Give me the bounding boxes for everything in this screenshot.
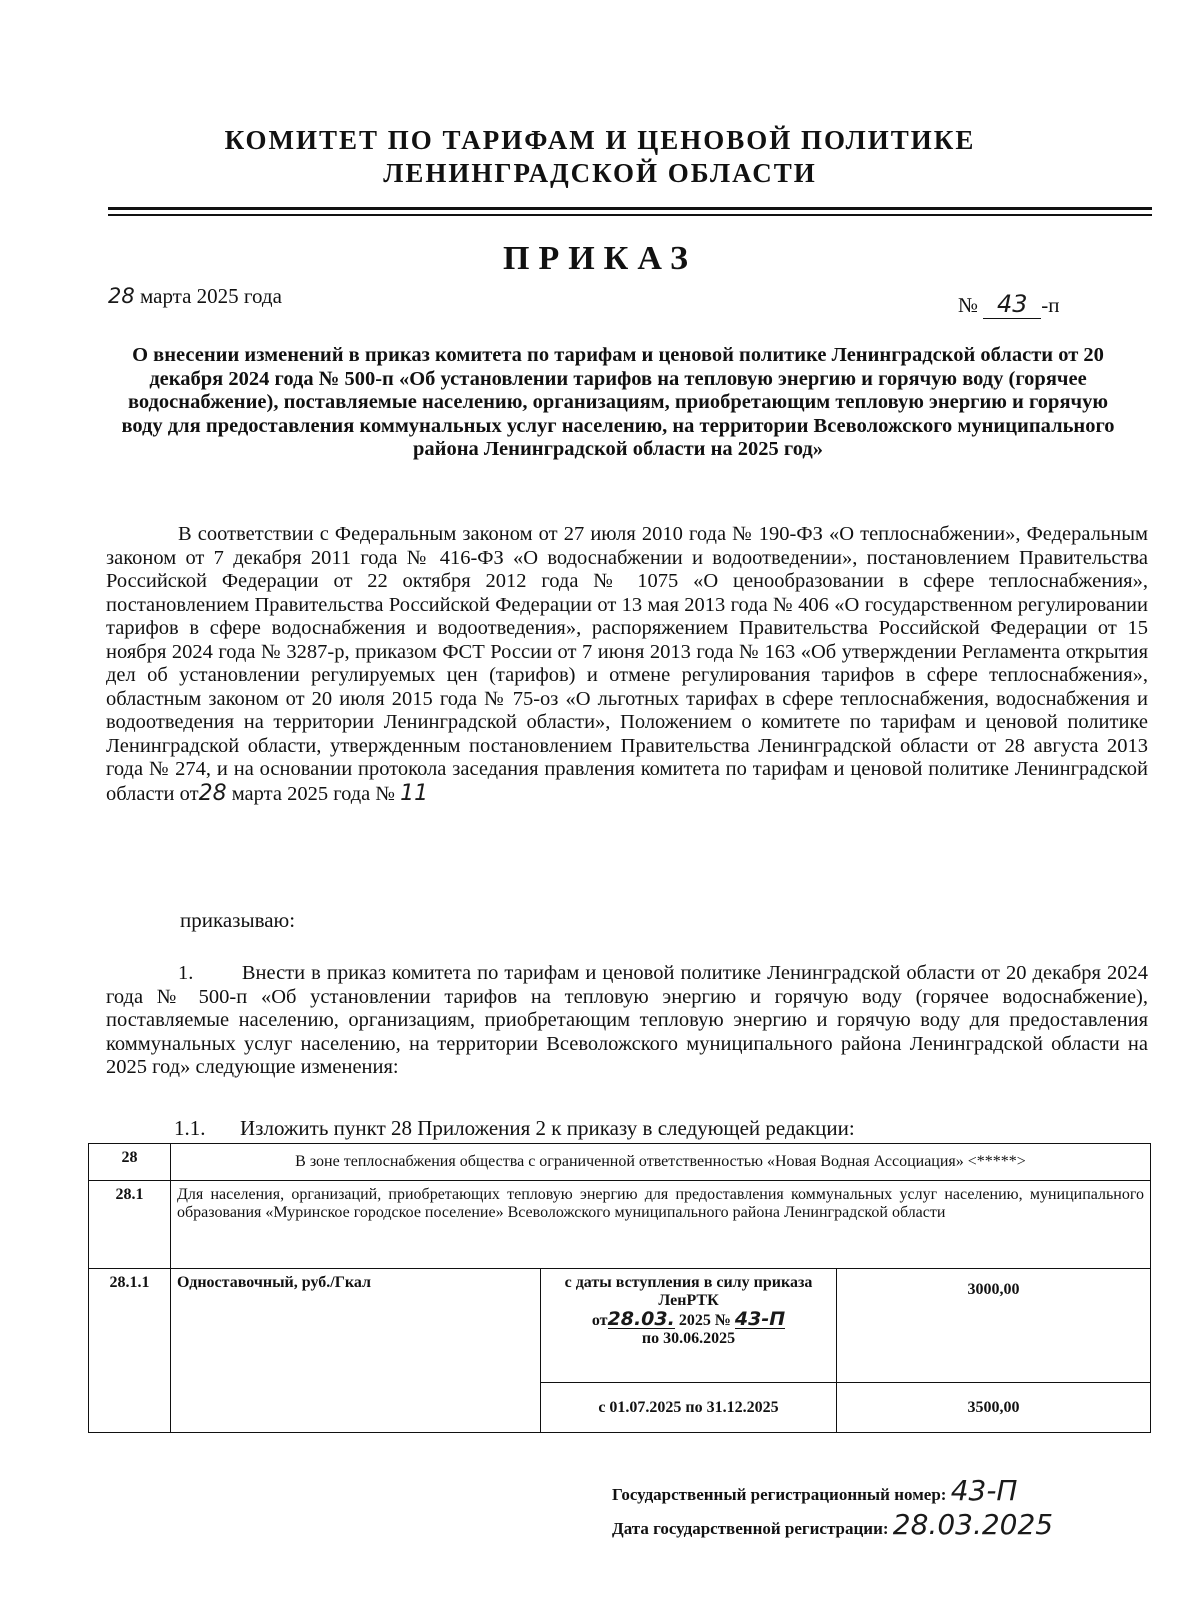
table-row [89,1269,1151,1383]
period-2: с 01.07.2025 по 31.12.2025 [541,1383,837,1433]
org-line-1: КОМИТЕТ ПО ТАРИФАМ И ЦЕНОВОЙ ПОЛИТИКЕ [224,125,976,155]
preamble-text: В соответствии с Федеральным законом от 27 июля 2010 года № 190-ФЗ «О теплоснабжении», Федеральным законом от 7 декабря 2011 года № 416-ФЗ «О водоснабжении и водоотведении», постановлением Правительства Российской Федерации от 22 октября 2012 года № 1075 «О ценообразовании в сфере теплоснабжения», постановлением Правительства Российской Федерации от 13 мая 2013 года № 406 «О государственном регулировании тарифов в сфере водоснабжения и водоотведения», распоряжением Правительства Российской Федерации от 15 ноября 2024 года № 3287-р, приказом ФСТ России от 7 июня 2013 года № 163 «Об утверждении Регламента открытия дел об установлении регулируемых цен (тарифов) и отмене регулирования тарифов в сфере теплоснабжения», областным законом от 20 июля 2015 года № 75-оз «О льготных тарифах в сфере теплоснабжения, водоснабжения и водоотведения на территории Ленинградской области», Положением о комитете по тарифам и ценовой политике Ленинградской области, утвержденным постановлением Правительства Ленинградской области от 28 августа 2013 года № 274, и на основании протокола заседания правления комитета по тарифам и ценовой политике Ленинградской области от [106,523,1148,805]
period-1-line2 [547,1310,830,1330]
item-1-1-text: Изложить пункт 28 Приложения 2 к приказу в следующей редакции: [240,1116,855,1140]
row-28-1-1-type: Одноставочный, руб./Гкал [171,1269,541,1433]
date-day-handwritten: 28 [108,284,135,308]
row-28-number: 28 [89,1144,171,1181]
table-row [89,1181,1151,1269]
date-rest: марта 2025 года [139,284,282,308]
organization-name [0,124,1200,190]
org-line-2: ЛЕНИНГРАДСКОЙ ОБЛАСТИ [383,158,817,188]
registration-number [612,1474,1018,1507]
row-28-1-number: 28.1 [89,1181,171,1269]
row-28-text: В зоне теплоснабжения общества с ограниченной ответственностью «Новая Водная Ассоциация» <*****> [171,1144,1151,1181]
period-1-from: от [591,1312,608,1329]
table-row [89,1144,1151,1181]
registration-number-label: Государственный регистрационный номер: [612,1485,947,1504]
item-1-1 [174,1116,855,1141]
registration-number-handwritten: 43-П [950,1474,1018,1507]
period-1-line1: с даты вступления в силу приказа ЛенРТК [564,1274,813,1309]
order-word: приказываю: [180,908,296,932]
row-28-1-text: Для населения, организаций, приобретающих тепловую энергию для предоставления коммунальных услуг населению, муниципального образования «Муринское городское поселение» Всеволожского муниципального района Ленинградской области [171,1181,1151,1269]
header-rule-thin [108,214,1152,216]
number-suffix: -п [1041,293,1060,317]
header-rule-thick [108,207,1152,210]
period-2-value: 3500,00 [837,1383,1151,1433]
number-handwritten: 43 [983,290,1041,319]
document-date [108,284,282,309]
period-1-year: 2025 № [678,1312,731,1329]
document-subject: О внесении изменений в приказ комитета по тарифам и ценовой политике Ленинградской области от 20 декабря 2024 года № 500-п «Об установлении тарифов на тепловую энергию и горячую воду (горячее водоснабжение), поставляемые населению, организациям, приобретающим тепловую энергию и горячую воду для предоставления коммунальных услуг населению, на территории Всеволожского муниципального района Ленинградской области на 2025 год» [121,344,1115,460]
item-1-text: Внести в приказ комитета по тарифам и ценовой политике Ленинградской области от 20 декабря 2024 года № 500-п «Об установлении тарифов на тепловую энергию и горячую воду (горячее водоснабжение), поставляемые населению, организациям, приобретающим тепловую энергию и горячую воду для предоставления коммунальных услуг населению, на территории Всеволожского муниципального района Ленинградской области на 2025 год» следующие изменения: [106,962,1148,1078]
tariff-table [88,1143,1151,1433]
period-1 [541,1269,837,1383]
period-1-date-handwritten: 28.03. [607,1308,675,1330]
period-1-number-handwritten: 43-П [734,1308,786,1330]
registration-date-handwritten: 28.03.2025 [892,1508,1054,1541]
period-1-to: по 30.06.2025 [641,1330,736,1347]
protocol-day-handwritten: 28 [198,780,227,806]
document-title: ПРИКАЗ [503,240,697,277]
protocol-mid: марта 2025 года № [231,782,395,805]
document-number [958,290,1060,319]
item-1 [106,962,1148,1080]
registration-date [612,1508,1053,1541]
number-prefix: № [958,293,979,317]
row-28-1-1-number: 28.1.1 [89,1269,171,1433]
registration-date-label: Дата государственной регистрации: [612,1519,889,1538]
period-1-value: 3000,00 [837,1269,1151,1383]
preamble-paragraph [106,523,1148,806]
item-1-label: 1. [178,962,194,984]
protocol-number-handwritten: 11 [400,780,429,806]
item-1-1-label: 1.1. [174,1116,206,1140]
